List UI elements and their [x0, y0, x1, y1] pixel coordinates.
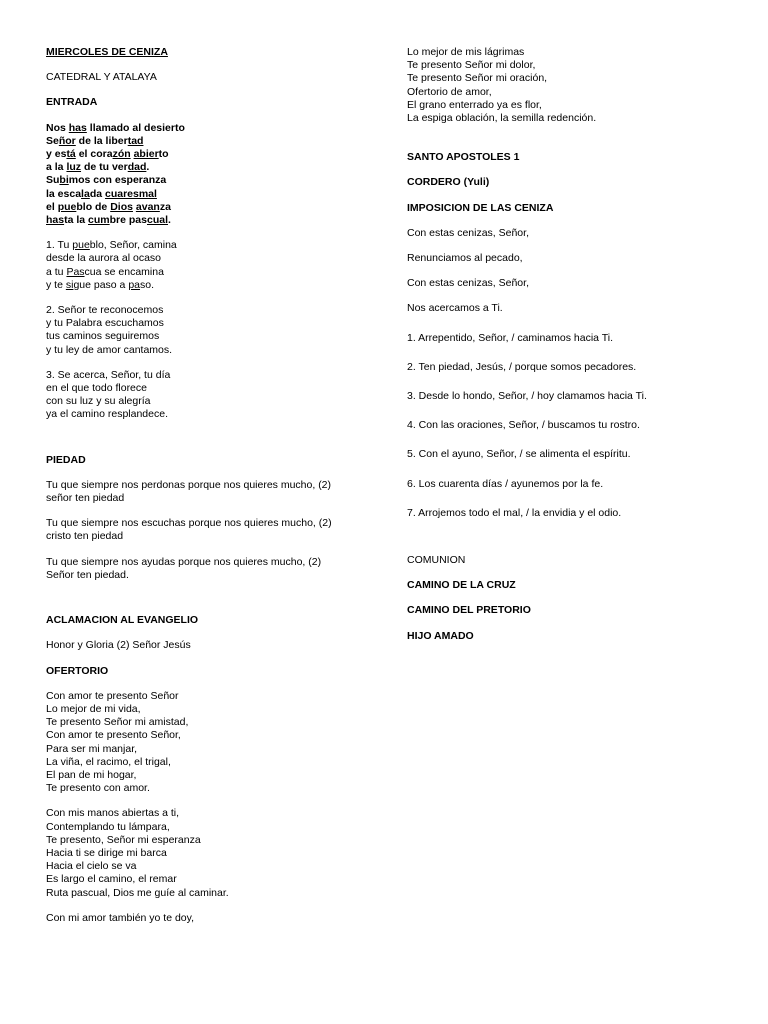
- entrada-refrain: [46, 122, 376, 228]
- underlined-syllable: la: [81, 187, 90, 200]
- text-segment: cua se encamina: [84, 265, 164, 278]
- text-line: 7. Arrojemos todo el mal, / la envidia y el odio.: [407, 506, 622, 519]
- comunion-heading: COMUNION: [407, 554, 466, 567]
- underlined-syllable: dad: [127, 161, 147, 174]
- underlined-syllable: tad: [127, 134, 144, 147]
- text-segment: blo, Señor, camina: [89, 239, 177, 252]
- text-segment: za: [159, 200, 171, 213]
- underlined-syllable: luz: [66, 161, 82, 174]
- location-text: CATEDRAL Y ATALAYA: [46, 71, 157, 84]
- underlined-syllable: ñor: [58, 134, 76, 147]
- text-line: Te presento Señor mi oración,: [407, 72, 548, 85]
- text-line: La viña, el racimo, el trigal,: [46, 755, 171, 768]
- text-segment: Nos: [46, 121, 69, 134]
- text-line: 4. Con las oraciones, Señor, / buscamos tu rostro.: [407, 419, 640, 432]
- text-line: Lo mejor de mis lágrimas: [407, 46, 525, 58]
- underlined-syllable: cuaresmal: [104, 187, 157, 200]
- text-segment: desde la aurora al ocaso: [46, 252, 161, 265]
- text-line: Con amor te presento Señor,: [46, 729, 181, 742]
- text-line: Te presento, Señor mi esperanza: [46, 833, 201, 846]
- cordero-heading: CORDERO (Yuli): [407, 176, 490, 189]
- text-segment: y te: [46, 278, 66, 291]
- text-line: [46, 188, 376, 201]
- text-segment: ta la: [64, 214, 89, 227]
- text-line: Contemplando tu lámpara,: [46, 820, 170, 833]
- text-segment: .: [168, 214, 171, 227]
- text-segment: gue paso a: [73, 278, 129, 291]
- text-line: [46, 201, 376, 214]
- underlined-syllable: avan: [135, 200, 160, 213]
- text-line: Con estas cenizas, Señor,: [407, 226, 529, 239]
- ofertorio-stanza-3: [46, 912, 376, 925]
- text-line: La espiga oblación, la semilla redención.: [407, 112, 597, 125]
- text-line: Con mis manos abiertas a ti,: [46, 807, 180, 820]
- text-segment: 1. Tu: [46, 239, 73, 252]
- text-line: [46, 174, 376, 187]
- text-segment: so.: [140, 278, 155, 291]
- underlined-syllable: bi: [59, 174, 69, 187]
- text-line: Te presento Señor mi amistad,: [46, 716, 189, 729]
- ofertorio-heading: OFERTORIO: [46, 664, 109, 677]
- text-line: HIJO AMADO: [407, 629, 474, 642]
- underlined-syllable: tá: [66, 148, 76, 161]
- text-line: tus caminos seguiremos: [46, 330, 160, 343]
- comunion-songs: [407, 579, 737, 643]
- text-line: Ruta pascual, Dios me guíe al caminar.: [46, 886, 229, 899]
- text-line: CAMINO DE LA CRUZ: [407, 579, 516, 592]
- text-segment: el cora: [75, 148, 113, 161]
- imposicion-verses: [407, 332, 737, 520]
- text-line: El pan de mi hogar,: [46, 768, 137, 781]
- text-line: 3. Se acerca, Señor, tu día: [46, 368, 171, 381]
- text-line: [46, 135, 376, 148]
- text-segment: mos con esperanza: [68, 174, 167, 187]
- page-title: MIERCOLES DE CENIZA: [46, 46, 168, 58]
- aclamacion-text: Honor y Gloria (2) Señor Jesús: [46, 639, 191, 652]
- text-line: [46, 214, 376, 227]
- text-segment: Su: [46, 174, 60, 187]
- text-line: El grano enterrado ya es flor,: [407, 98, 542, 111]
- text-line: Tu que siempre nos escuchas porque nos quieres mucho, (2): [46, 517, 332, 530]
- text-segment: to: [158, 148, 169, 161]
- text-line: [46, 266, 376, 279]
- text-line: en el que todo florece: [46, 382, 147, 395]
- underlined-syllable: Pas: [66, 265, 85, 278]
- text-line: cristo ten piedad: [46, 530, 124, 543]
- underlined-syllable: pue: [57, 200, 77, 213]
- text-line: [46, 279, 376, 292]
- underlined-syllable: has: [68, 121, 87, 134]
- text-segment: y es: [46, 148, 67, 161]
- underlined-syllable: has: [46, 214, 65, 227]
- text-line: Renunciamos al pecado,: [407, 252, 523, 265]
- underlined-syllable: abier: [133, 148, 159, 161]
- text-line: Para ser mi manjar,: [46, 742, 138, 755]
- text-line: Con estas cenizas, Señor,: [407, 277, 529, 290]
- text-line: [46, 252, 376, 265]
- underlined-syllable: pa: [128, 278, 141, 291]
- text-segment: .: [146, 161, 150, 174]
- text-line: Con mi amor también yo te doy,: [46, 911, 195, 924]
- text-line: Señor ten piedad.: [46, 568, 129, 581]
- ofertorio-stanza-1: [46, 690, 376, 796]
- text-line: Es largo el camino, el remar: [46, 873, 177, 886]
- ofertorio-stanza-2: [46, 807, 376, 899]
- text-line: 5. Con el ayuno, Señor, / se alimenta el espíritu.: [407, 448, 631, 461]
- text-line: y tu ley de amor cantamos.: [46, 343, 173, 356]
- text-segment: el: [46, 200, 58, 213]
- aclamacion-heading: ACLAMACION AL EVANGELIO: [46, 614, 199, 627]
- piedad-heading: PIEDAD: [46, 453, 86, 466]
- underlined-syllable: si: [65, 278, 74, 291]
- text-line: Hacia el cielo se va: [46, 860, 137, 873]
- text-line: ya el camino resplandece.: [46, 408, 168, 421]
- text-line: 6. Los cuarenta días / ayunemos por la fe.: [407, 477, 604, 490]
- text-segment: blo de: [76, 200, 111, 213]
- right-column: [407, 46, 737, 643]
- text-segment: Se: [46, 134, 59, 147]
- text-line: 3. Desde lo hondo, Señor, / hoy clamamos hacia Ti.: [407, 390, 647, 403]
- underlined-syllable: cum: [88, 214, 110, 227]
- left-column: [46, 46, 376, 925]
- piedad-block-1: [46, 479, 376, 505]
- entrada-verse-3: [46, 369, 376, 422]
- text-segment: llamado al desierto: [86, 121, 185, 134]
- text-line: Ofertorio de amor,: [407, 85, 492, 98]
- text-segment: a tu: [46, 265, 67, 278]
- text-line: 2. Ten piedad, Jesús, / porque somos pecadores.: [407, 360, 637, 373]
- text-line: Te presento Señor mi dolor,: [407, 59, 536, 72]
- text-line: 1. Arrepentido, Señor, / caminamos hacia Ti.: [407, 331, 614, 344]
- entrada-verse-2: [46, 304, 376, 357]
- entrada-verse-1: [46, 239, 376, 292]
- underlined-syllable: cual: [146, 214, 168, 227]
- underlined-syllable: Dios: [110, 200, 133, 213]
- text-line: Lo mejor de mi vida,: [46, 702, 141, 715]
- text-line: [46, 148, 376, 161]
- text-line: [46, 122, 376, 135]
- imposicion-heading: IMPOSICION DE LAS CENIZA: [407, 201, 554, 214]
- text-line: 2. Señor te reconocemos: [46, 304, 164, 317]
- text-segment: de tu ver: [81, 161, 128, 174]
- text-line: Hacia ti se dirige mi barca: [46, 846, 167, 859]
- text-segment: la esca: [46, 187, 82, 200]
- text-line: Tu que siempre nos perdonas porque nos quieres mucho, (2): [46, 478, 332, 491]
- text-segment: bre pas: [109, 214, 147, 227]
- piedad-block-3: [46, 556, 376, 582]
- text-line: con su luz y su alegría: [46, 395, 151, 408]
- text-line: señor ten piedad: [46, 492, 125, 505]
- text-line: [46, 239, 376, 252]
- text-line: y tu Palabra escuchamos: [46, 317, 164, 330]
- piedad-block-2: [46, 517, 376, 543]
- santo-heading: SANTO APOSTOLES 1: [407, 151, 520, 164]
- text-line: Con amor te presento Señor: [46, 689, 179, 702]
- text-line: CAMINO DEL PRETORIO: [407, 604, 531, 617]
- underlined-syllable: zón: [112, 148, 131, 161]
- entrada-heading: ENTRADA: [46, 96, 98, 109]
- text-line: Nos acercamos a Ti.: [407, 302, 503, 315]
- text-segment: de la liber: [75, 134, 128, 147]
- underlined-syllable: pue: [72, 239, 90, 252]
- text-line: [46, 161, 376, 174]
- text-segment: da: [89, 187, 105, 200]
- imposicion-refrain: [407, 227, 737, 316]
- text-line: Tu que siempre nos ayudas porque nos quieres mucho, (2): [46, 555, 322, 568]
- ofertorio-continuation: [407, 46, 737, 125]
- text-line: Te presento con amor.: [46, 782, 150, 795]
- text-segment: a la: [46, 161, 67, 174]
